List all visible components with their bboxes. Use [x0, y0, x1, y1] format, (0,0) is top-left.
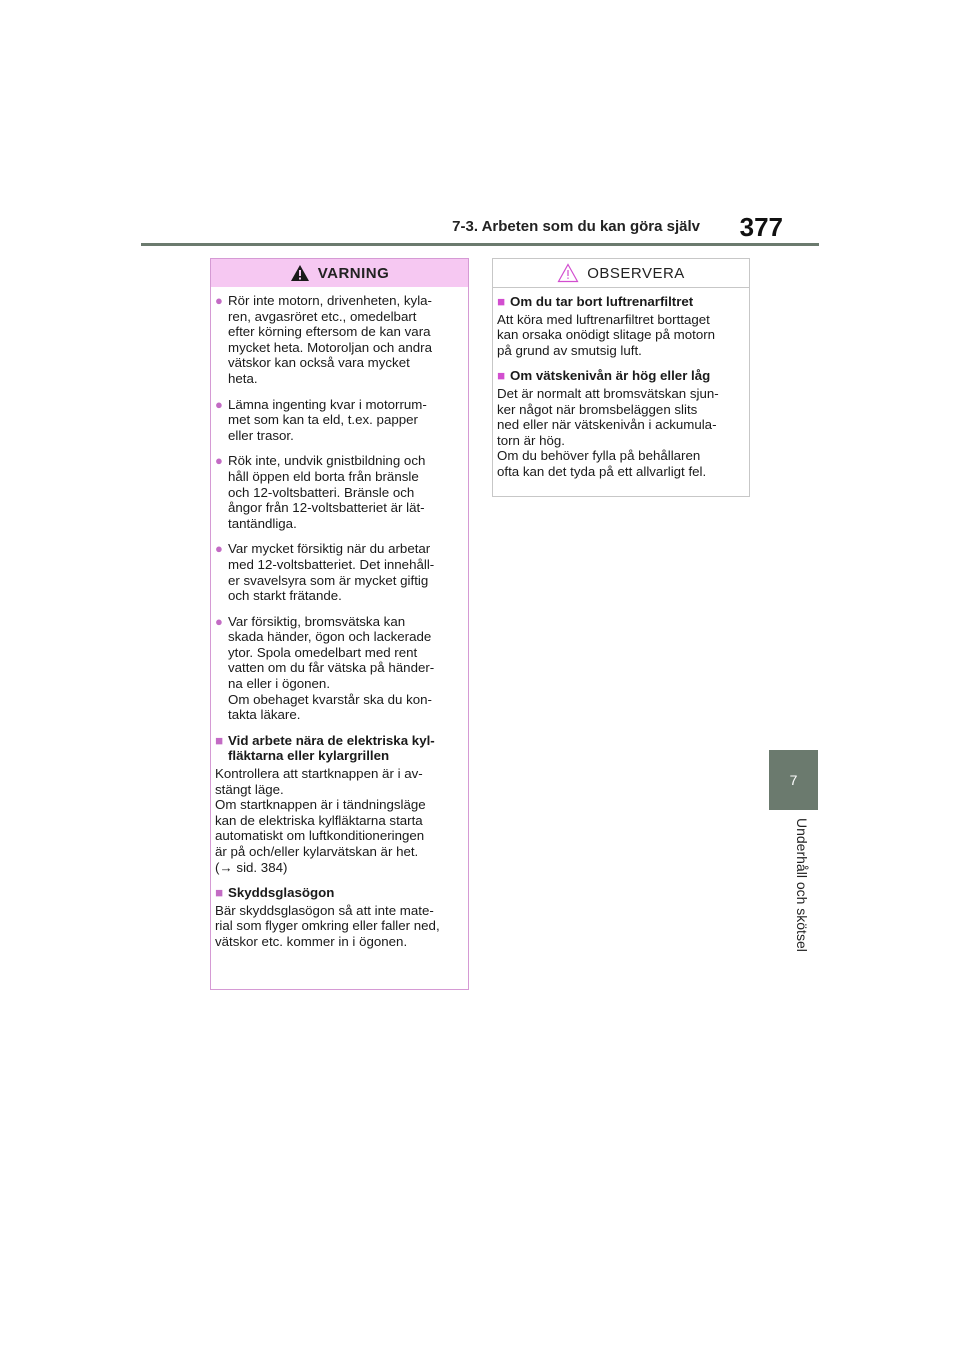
- notice-box: [492, 258, 750, 497]
- bullet-square-icon: ■: [497, 294, 506, 309]
- header-rule: [141, 243, 819, 246]
- section-heading: [215, 733, 463, 764]
- bullet-circle-icon: ●: [215, 453, 223, 469]
- bullet-text: Rör inte motorn, drivenheten, kyla- ren, avgasröret etc., omedelbart efter körning eftersom de kan vara mycket heta. Motoroljan och andra vätskor kan också vara mycket heta.: [228, 293, 432, 386]
- section-heading: [497, 294, 744, 310]
- bullet-square-icon: ■: [215, 732, 224, 748]
- warning-triangle-icon: [290, 264, 310, 282]
- chapter-label: Underhåll och skötsel: [794, 818, 810, 952]
- warning-header: [211, 259, 468, 287]
- section-body: Bär skyddsglasögon så att inte mate- rial som flyger omkring eller faller ned, vätskor etc. kommer in i ögonen.: [215, 902, 440, 949]
- section-heading: [215, 885, 463, 901]
- bullet-circle-icon: ●: [215, 613, 223, 629]
- section-body: Att köra med luftrenarfiltret borttaget kan orsaka onödigt slitage på motorn på grund av smutsig luft.: [497, 311, 716, 358]
- chapter-tab: 7: [769, 750, 818, 810]
- section-heading-text: Om vätskenivån är hög eller låg: [510, 368, 711, 384]
- bullet-text: Var försiktig, bromsvätska kan skada händer, ögon och lackerade ytor. Spola omedelbart med rent vatten om du får vätska på händer- na eller i ögonen. Om obehaget kvarstår ska du kon- takta läkare.: [228, 613, 435, 723]
- warning-title: VARNING: [317, 264, 390, 282]
- bullet-circle-icon: ●: [215, 541, 223, 557]
- list-item: [215, 397, 463, 444]
- section-heading: [497, 368, 744, 384]
- list-item: [215, 541, 463, 603]
- bullet-text: Var mycket försiktig när du arbetar med 12-voltsbatteriet. Det innehåll- er svavelsyra som är mycket giftig och starkt frätande.: [228, 541, 435, 604]
- section-body: Kontrollera att startknappen är i av- stängt läge. Om startknappen är i tändningsläge kan de elektriska kylfläktarna starta automatiskt om luftkonditioneringen är på och/eller kylarvätskan är het. (→ sid. 384): [215, 766, 426, 875]
- warning-box: [210, 258, 469, 990]
- header-section-title: 7-3. Arbeten som du kan göra själv: [452, 218, 700, 235]
- bullet-circle-icon: ●: [215, 293, 223, 308]
- caution-triangle-icon: [557, 263, 579, 283]
- warning-content: [211, 287, 468, 950]
- bullet-square-icon: ■: [497, 368, 506, 384]
- bullet-text: Lämna ingenting kvar i motorrum- met som kan ta eld, t.ex. papper eller trasor.: [228, 396, 427, 443]
- section-heading-text: Vid arbete nära de elektriska kyl- fläktarna eller kylargrillen: [228, 732, 435, 764]
- notice-title: OBSERVERA: [587, 264, 685, 282]
- bullet-square-icon: ■: [215, 885, 224, 901]
- page-number: 377: [739, 212, 783, 242]
- bullet-circle-icon: ●: [215, 396, 223, 412]
- section-body: Det är normalt att bromsvätskan sjun- ker något när bromsbeläggen slits ned eller när vätskenivån i ackumula- torn är hög. Om du behöver fylla på behållaren ofta kan det tyda på ett allvarligt fel.: [497, 385, 719, 479]
- list-item: [215, 453, 463, 531]
- section-heading-text: Om du tar bort luftrenarfiltret: [510, 294, 694, 309]
- bullet-text: Rök inte, undvik gnistbildning och håll öppen eld borta från bränsle och 12-voltsbatteri. Bränsle och ångor från 12-voltsbatteriet är lät- tantändliga.: [228, 453, 426, 531]
- section-heading-text: Skyddsglasögon: [228, 885, 335, 901]
- list-item: [215, 614, 463, 723]
- notice-content: [493, 288, 749, 480]
- list-item: [215, 293, 463, 387]
- notice-header: [493, 259, 749, 288]
